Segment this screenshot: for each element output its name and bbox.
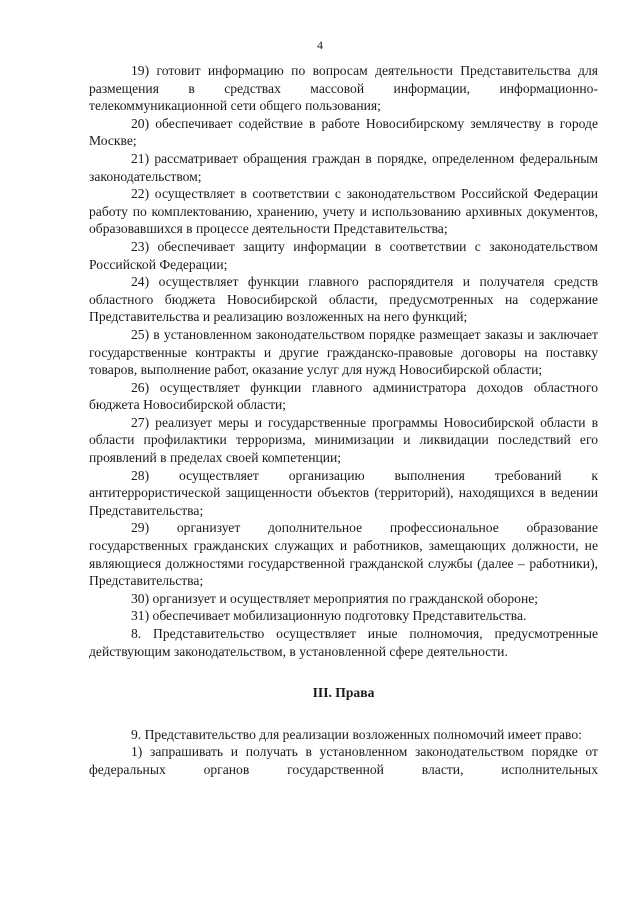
page-number: 4 <box>317 38 323 52</box>
paragraph-item-24: 24) осуществляет функции главного распорядителя и получателя средств областного бюджета Новосибирской области, предусмотренных на содержание Представительства и реализацию возложенных на него функций; <box>89 274 598 325</box>
paragraph-item-26: 26) осуществляет функции главного администратора доходов областного бюджета Новосибирской области; <box>89 379 598 413</box>
paragraph-item-22: 22) осуществляет в соответствии с законодательством Российской Федерации работу по комплектованию, хранению, учету и использованию архивных документов, образовавшихся в процессе деятельности Представительства; <box>89 186 598 237</box>
paragraph-item-28: 28) осуществляет организацию выполнения требований к антитеррористической защищенности объектов (территорий), находящихся в ведении Представительства; <box>89 467 598 518</box>
section-heading: III. Права <box>312 685 375 701</box>
paragraph-item-31: 31) обеспечивает мобилизационную подготовку Представительства. <box>131 608 527 624</box>
paragraph-clause-9: 9. Представительство для реализации возложенных полномочий имеет право: <box>131 726 582 742</box>
paragraph-item-21: 21) рассматривает обращения граждан в порядке, определенном федеральным законодательством; <box>89 150 598 184</box>
paragraph-item-20: 20) обеспечивает содействие в работе Новосибирскому землячеству в городе Москве; <box>89 115 598 149</box>
paragraph-right-1: 1) запрашивать и получать в установленном законодательством порядке от федеральных органов государственной власти, исполнительных <box>89 744 598 777</box>
document-body <box>89 62 598 779</box>
paragraph-item-30: 30) организует и осуществляет мероприятия по гражданской обороне; <box>131 590 539 606</box>
paragraph-clause-8: 8. Представительство осуществляет иные полномочия, предусмотренные действующим законодательством, в установленной сфере деятельности. <box>89 626 598 659</box>
paragraph-item-23: 23) обеспечивает защиту информации в соответствии с законодательством Российской Федерации; <box>89 238 598 272</box>
paragraph-item-29: 29) организует дополнительное профессиональное образование государственных гражданских служащих и работников, замещающих должности, не являющиеся должностями государственной гражданской службы (далее – работники), Представительства; <box>89 520 598 589</box>
paragraph-item-27: 27) реализует меры и государственные программы Новосибирской области в области профилактики терроризма, минимизации и ликвидации последствий его проявлений в пределах своей компетенции; <box>89 414 598 466</box>
paragraph-item-25: 25) в установленном законодательством порядке размещает заказы и заключает государственные контракты и другие гражданско-правовые договоры на поставку товаров, выполнение работ, оказание услуг для нужд Новосибирской области; <box>89 326 598 378</box>
paragraph-item-19: 19) готовит информацию по вопросам деятельности Представительства для размещения в средствах массовой информации, информационно-телекоммуникационной сети общего пользования; <box>89 63 598 114</box>
